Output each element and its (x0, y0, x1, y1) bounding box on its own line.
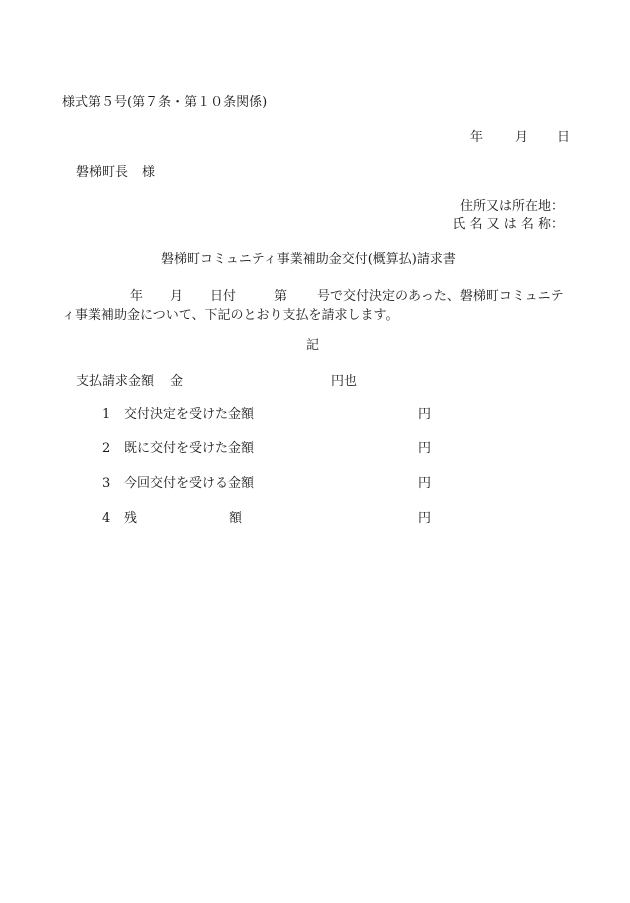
applicant-block (452, 200, 564, 236)
total-label: 支払請求金額 (76, 374, 155, 389)
body-line-1-rest: 号で交付決定のあった、磐梯町コミュニテ (317, 289, 564, 304)
item-label-gaku: 額 (229, 511, 243, 526)
date-month-label: 月 (515, 130, 529, 145)
addressee (76, 166, 155, 179)
body-line-1 (62, 287, 570, 306)
applicant-address-label: 住所又は所在地： (459, 199, 564, 214)
body-year: 年 (130, 289, 144, 304)
addressee-honorific: 様 (142, 165, 156, 180)
item-label-zan: 残 (124, 511, 138, 526)
item-number: 2 (102, 441, 111, 456)
item-label: 今回交付を受ける金額 (124, 476, 255, 491)
item-label: 既に交付を受けた金額 (124, 441, 255, 456)
form-number-label: 様式第５号(第７条・第１０条関係) (62, 95, 268, 110)
body-date: 日付 (210, 289, 237, 304)
item-number: 3 (102, 476, 111, 491)
item-label: 交付決定を受けた金額 (124, 407, 255, 422)
date-year-label: 年 (470, 130, 484, 145)
item-yen: 円 (418, 511, 432, 526)
item-yen: 円 (418, 441, 432, 456)
ki-heading: 記 (306, 338, 320, 353)
item-number: 4 (102, 511, 111, 526)
total-yen: 円也 (331, 374, 358, 389)
body-month: 月 (170, 289, 184, 304)
item-number: 1 (102, 407, 111, 422)
date-day-label: 日 (557, 130, 571, 145)
applicant-name-label: 氏 名 又 は 名 称： (452, 217, 564, 232)
total-kin: 金 (170, 374, 184, 389)
body-paragraph (62, 287, 570, 325)
item-yen: 円 (418, 407, 432, 422)
document-title: 磐梯町コミュニティ事業補助金交付(概算払)請求書 (161, 252, 456, 267)
body-dai: 第 (274, 289, 288, 304)
body-line-2: ィ事業補助金について、下記のとおり支払を請求します。 (62, 308, 399, 323)
item-yen: 円 (418, 476, 432, 491)
addressee-name: 磐梯町長 (76, 165, 129, 180)
